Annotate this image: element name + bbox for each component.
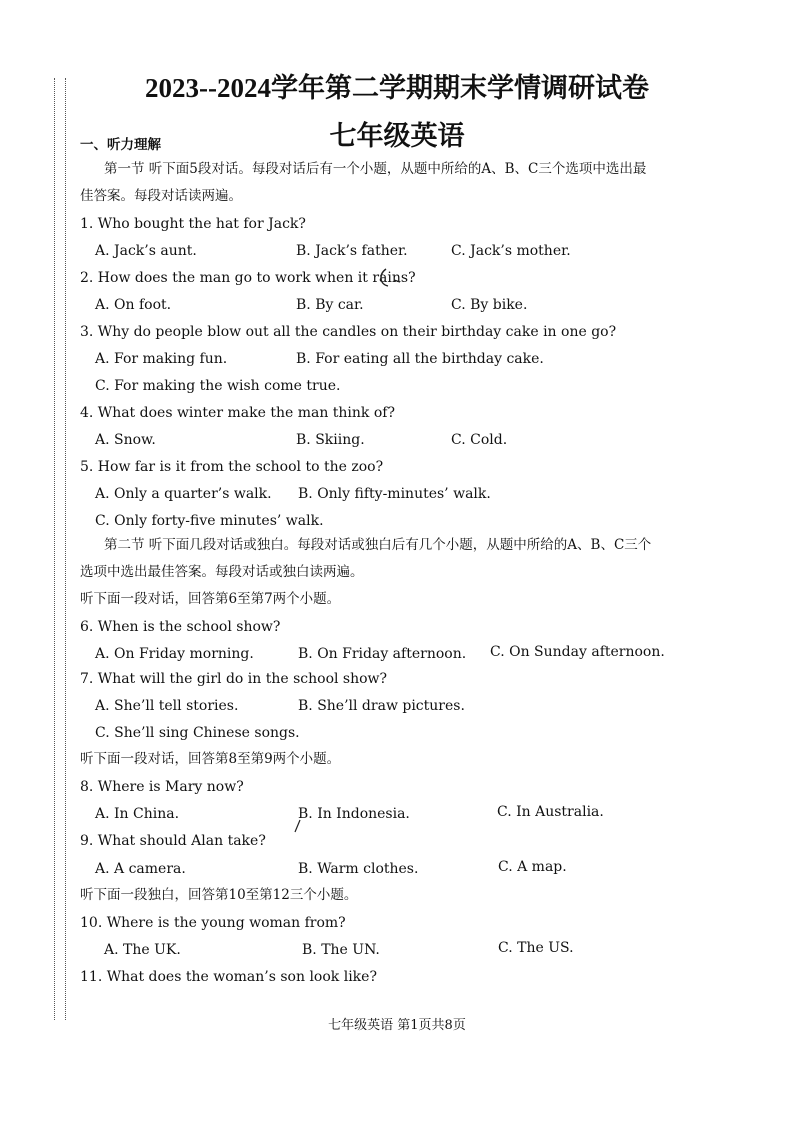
q1-option-a: A. Jack’s aunt. xyxy=(95,243,197,259)
question-8: 8. Where is Mary now? xyxy=(80,779,244,795)
q10-option-c: C. The US. xyxy=(498,940,574,956)
q1-option-b: B. Jack’s father. xyxy=(296,243,408,259)
q9-option-c: C. A map. xyxy=(498,859,567,875)
q8-option-c: C. In Australia. xyxy=(497,804,604,820)
q8-option-b: B. In Indonesia. xyxy=(298,806,410,822)
q8-option-a: A. In China. xyxy=(95,806,180,822)
pen-mark xyxy=(292,818,304,834)
q10-option-b: B. The UN. xyxy=(302,942,380,958)
instruction-q8-9: 听下面一段对话，回答第8至第9两个小题。 xyxy=(80,751,341,767)
question-6: 6. When is the school show? xyxy=(80,619,281,635)
q2-option-b: B. By car. xyxy=(296,297,364,313)
q4-option-a: A. Snow. xyxy=(95,432,156,448)
q9-option-a: A. A camera. xyxy=(95,861,186,877)
q2-option-a: A. On foot. xyxy=(95,297,172,313)
binding-margin xyxy=(54,78,66,1020)
q4-option-b: B. Skiing. xyxy=(296,432,365,448)
exam-subtitle: 七年级英语 xyxy=(329,121,465,151)
question-11: 11. What does the woman’s son look like? xyxy=(80,969,377,985)
question-1: 1. Who bought the hat for Jack? xyxy=(80,216,306,232)
section-heading: 一、听力理解 xyxy=(80,137,161,153)
question-2: 2. How does the man go to work when it rains? xyxy=(80,270,416,286)
q5-option-a: A. Only a quarter’s walk. xyxy=(95,486,272,502)
q6-option-a: A. On Friday morning. xyxy=(95,646,254,662)
q1-option-c: C. Jack’s mother. xyxy=(451,243,571,259)
instruction-q10-12: 听下面一段独白，回答第10至第12三个小题。 xyxy=(80,887,358,903)
exam-title: 2023--2024学年第二学期期末学情调研试卷 xyxy=(145,73,649,103)
part1-instructions: 第一节 听下面5段对话。每段对话后有一个小题，从题中所给的A、B、C三个选项中选出最 xyxy=(104,161,647,177)
q3-option-a: A. For making fun. xyxy=(95,351,228,367)
question-7: 7. What will the girl do in the school show? xyxy=(80,671,388,687)
q6-option-b: B. On Friday afternoon. xyxy=(298,646,467,662)
page-footer: 七年级英语 第1页共8页 xyxy=(328,1018,466,1033)
q3-option-c: C. For making the wish come true. xyxy=(95,378,341,394)
pen-mark xyxy=(376,266,406,290)
question-10: 10. Where is the young woman from? xyxy=(80,915,346,931)
question-5: 5. How far is it from the school to the zoo? xyxy=(80,459,384,475)
q10-option-a: A. The UK. xyxy=(104,942,181,958)
q7-option-c: C. She’ll sing Chinese songs. xyxy=(95,725,300,741)
question-4: 4. What does winter make the man think of? xyxy=(80,405,395,421)
q5-option-b: B. Only fifty-minutes’ walk. xyxy=(298,486,491,502)
q7-option-b: B. She’ll draw pictures. xyxy=(298,698,465,714)
question-3: 3. Why do people blow out all the candles on their birthday cake in one go? xyxy=(80,324,617,340)
q5-option-c: C. Only forty-five minutes’ walk. xyxy=(95,513,324,529)
q9-option-b: B. Warm clothes. xyxy=(298,861,419,877)
instruction-q6-7: 听下面一段对话，回答第6至第7两个小题。 xyxy=(80,591,341,607)
q3-option-b: B. For eating all the birthday cake. xyxy=(296,351,544,367)
part1-instructions-cont: 佳答案。每段对话读两遍。 xyxy=(80,188,242,204)
part2-instructions-cont: 选项中选出最佳答案。每段对话或独白读两遍。 xyxy=(80,564,364,580)
q2-option-c: C. By bike. xyxy=(451,297,528,313)
part2-instructions: 第二节 听下面几段对话或独白。每段对话或独白后有几个小题，从题中所给的A、B、C三个 xyxy=(104,537,652,553)
q7-option-a: A. She’ll tell stories. xyxy=(95,698,239,714)
q4-option-c: C. Cold. xyxy=(451,432,508,448)
question-9: 9. What should Alan take? xyxy=(80,833,266,849)
q6-option-c: C. On Sunday afternoon. xyxy=(490,644,665,660)
